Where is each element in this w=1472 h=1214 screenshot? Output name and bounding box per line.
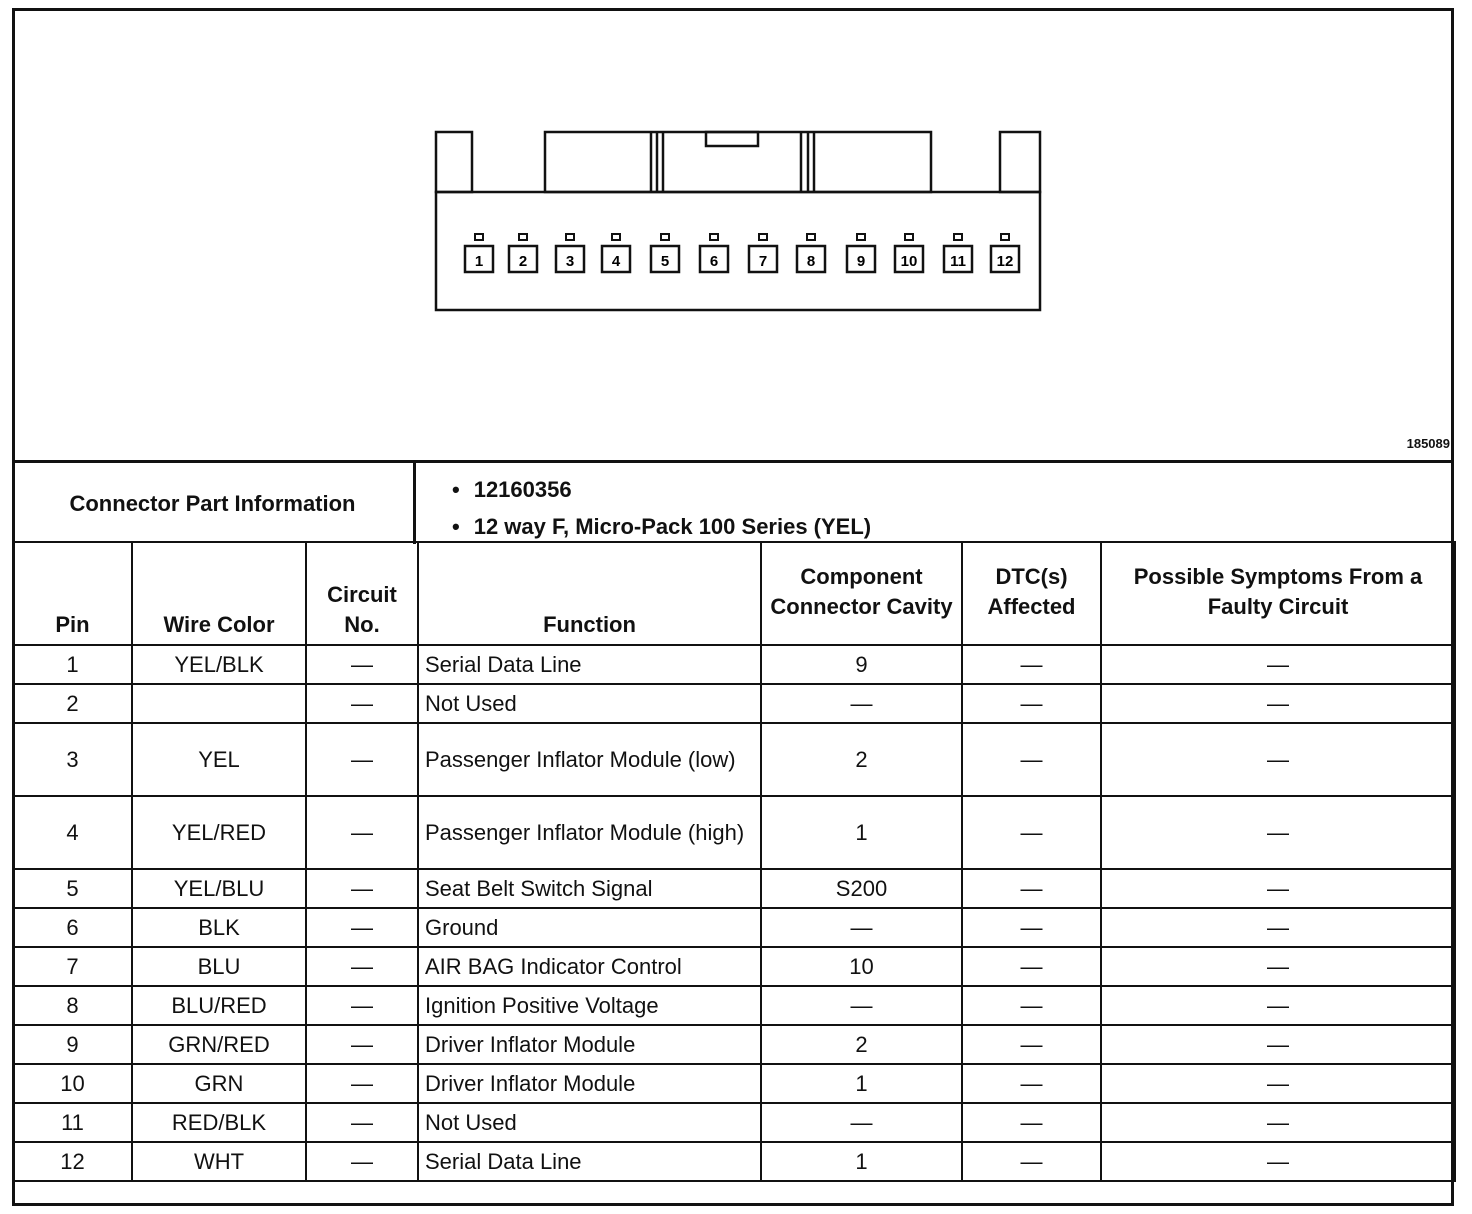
- cell-function: Serial Data Line: [418, 645, 761, 684]
- header-wire-color: Wire Color: [132, 542, 306, 645]
- pin-cavity: [700, 234, 728, 272]
- cell-dtc: —: [962, 947, 1101, 986]
- figure-id: 185089: [1406, 436, 1450, 451]
- header-pin: Pin: [13, 542, 132, 645]
- cell-cavity: —: [761, 684, 962, 723]
- table-row: [13, 908, 1455, 947]
- table-row: [13, 796, 1455, 869]
- part-number: • 12160356: [452, 471, 871, 508]
- cell-dtc: —: [962, 869, 1101, 908]
- cell-wire-color: RED/BLK: [132, 1103, 306, 1142]
- table-header-row: [13, 542, 1455, 645]
- pin-number: 6: [709, 253, 719, 270]
- header-dtc: DTC(s) Affected: [962, 542, 1101, 645]
- cell-wire-color: BLU/RED: [132, 986, 306, 1025]
- cell-dtc: —: [962, 1142, 1101, 1181]
- cell-cavity: 9: [761, 645, 962, 684]
- cell-pin: 6: [13, 908, 132, 947]
- header-component-cavity: Component Connector Cavity: [761, 542, 962, 645]
- cell-function: Driver Inflator Module: [418, 1025, 761, 1064]
- table-row: [13, 869, 1455, 908]
- pin-cavity: [509, 234, 537, 272]
- connector-diagram: [12, 8, 1454, 462]
- cell-cavity: 2: [761, 1025, 962, 1064]
- connector-part-information: [12, 460, 1454, 544]
- table-row: [13, 645, 1455, 684]
- cell-cavity: —: [761, 986, 962, 1025]
- cell-wire-color: YEL: [132, 723, 306, 796]
- cell-circuit-no: —: [306, 947, 418, 986]
- pin-number: 12: [996, 253, 1014, 270]
- cell-dtc: —: [962, 796, 1101, 869]
- cell-dtc: —: [962, 1064, 1101, 1103]
- cell-symptoms: —: [1101, 1103, 1455, 1142]
- cell-pin: 1: [13, 645, 132, 684]
- cell-dtc: —: [962, 908, 1101, 947]
- part-info-label: Connector Part Information: [12, 463, 416, 544]
- pin-cavity: [749, 234, 777, 272]
- cell-pin: 2: [13, 684, 132, 723]
- pin-number: 11: [950, 253, 966, 270]
- cell-dtc: —: [962, 684, 1101, 723]
- table-row: [13, 1142, 1455, 1181]
- cell-pin: 3: [13, 723, 132, 796]
- pin-number: 9: [856, 253, 866, 270]
- cell-pin: 4: [13, 796, 132, 869]
- cell-cavity: S200: [761, 869, 962, 908]
- table-body: [13, 645, 1455, 1181]
- cell-wire-color: GRN/RED: [132, 1025, 306, 1064]
- cell-wire-color: YEL/RED: [132, 796, 306, 869]
- cell-circuit-no: —: [306, 645, 418, 684]
- cell-pin: 5: [13, 869, 132, 908]
- pin-cavity: [944, 234, 972, 272]
- pin-cavity: [847, 234, 875, 272]
- pin-cavity: [602, 234, 630, 272]
- cell-wire-color: YEL/BLU: [132, 869, 306, 908]
- cell-symptoms: —: [1101, 869, 1455, 908]
- cell-cavity: 10: [761, 947, 962, 986]
- cell-cavity: —: [761, 908, 962, 947]
- cell-circuit-no: —: [306, 1025, 418, 1064]
- left-latch: [436, 132, 472, 192]
- cell-dtc: —: [962, 1103, 1101, 1142]
- pin-number: 10: [900, 253, 918, 270]
- cell-dtc: —: [962, 723, 1101, 796]
- cell-function: Driver Inflator Module: [418, 1064, 761, 1103]
- cell-symptoms: —: [1101, 986, 1455, 1025]
- table-row: [13, 1064, 1455, 1103]
- cell-symptoms: —: [1101, 1142, 1455, 1181]
- cell-circuit-no: —: [306, 1064, 418, 1103]
- cell-pin: 8: [13, 986, 132, 1025]
- cell-symptoms: —: [1101, 796, 1455, 869]
- cell-cavity: 1: [761, 796, 962, 869]
- cell-pin: 11: [13, 1103, 132, 1142]
- cell-dtc: —: [962, 645, 1101, 684]
- cell-function: AIR BAG Indicator Control: [418, 947, 761, 986]
- cell-symptoms: —: [1101, 1064, 1455, 1103]
- cell-symptoms: —: [1101, 947, 1455, 986]
- pin-number: 5: [660, 253, 670, 270]
- cell-symptoms: —: [1101, 645, 1455, 684]
- cell-circuit-no: —: [306, 1103, 418, 1142]
- cell-circuit-no: —: [306, 908, 418, 947]
- cell-symptoms: —: [1101, 908, 1455, 947]
- cell-circuit-no: —: [306, 1142, 418, 1181]
- pin-number: 3: [565, 253, 575, 270]
- pin-cavity: [465, 234, 493, 272]
- cell-symptoms: —: [1101, 1025, 1455, 1064]
- cell-pin: 9: [13, 1025, 132, 1064]
- header-symptoms: Possible Symptoms From a Faulty Circuit: [1101, 542, 1455, 645]
- cell-function: Ground: [418, 908, 761, 947]
- table-row: [13, 723, 1455, 796]
- pin-cavity: [651, 234, 679, 272]
- cell-pin: 7: [13, 947, 132, 986]
- cell-circuit-no: —: [306, 869, 418, 908]
- pin-number: 8: [806, 253, 816, 270]
- center-lock-housing: [545, 132, 931, 192]
- cell-symptoms: —: [1101, 723, 1455, 796]
- connector-description: • 12 way F, Micro-Pack 100 Series (YEL): [452, 508, 871, 545]
- pin-cavity: [797, 234, 825, 272]
- cell-wire-color: GRN: [132, 1064, 306, 1103]
- table-row: [13, 1025, 1455, 1064]
- cell-cavity: 1: [761, 1064, 962, 1103]
- cell-cavity: 2: [761, 723, 962, 796]
- pin-cavities: [465, 234, 1019, 272]
- lock-tab: [706, 132, 758, 146]
- pin-number: 2: [518, 253, 528, 270]
- cell-circuit-no: —: [306, 684, 418, 723]
- cell-circuit-no: —: [306, 796, 418, 869]
- pin-number: 7: [758, 253, 768, 270]
- cell-cavity: 1: [761, 1142, 962, 1181]
- cell-function: Passenger Inflator Module (high): [418, 796, 761, 869]
- table-row: [13, 684, 1455, 723]
- cell-pin: 10: [13, 1064, 132, 1103]
- table-row: [13, 947, 1455, 986]
- pin-cavity: [895, 234, 923, 272]
- header-function: Function: [418, 542, 761, 645]
- cell-function: Not Used: [418, 684, 761, 723]
- cell-dtc: —: [962, 986, 1101, 1025]
- cell-wire-color: WHT: [132, 1142, 306, 1181]
- part-info-list: [452, 471, 871, 545]
- cell-wire-color: BLU: [132, 947, 306, 986]
- header-circuit-no: Circuit No.: [306, 542, 418, 645]
- cell-symptoms: —: [1101, 684, 1455, 723]
- cell-function: Passenger Inflator Module (low): [418, 723, 761, 796]
- cell-circuit-no: —: [306, 723, 418, 796]
- connector-body: [436, 192, 1040, 310]
- cell-cavity: —: [761, 1103, 962, 1142]
- pin-number: 1: [474, 253, 484, 270]
- cell-circuit-no: —: [306, 986, 418, 1025]
- cell-wire-color: BLK: [132, 908, 306, 947]
- table-row: [13, 1103, 1455, 1142]
- cell-function: Serial Data Line: [418, 1142, 761, 1181]
- cell-function: Seat Belt Switch Signal: [418, 869, 761, 908]
- pin-cavity: [991, 234, 1019, 272]
- connector-face-drawing: [12, 8, 1454, 462]
- cell-function: Not Used: [418, 1103, 761, 1142]
- pin-cavity: [556, 234, 584, 272]
- cell-pin: 12: [13, 1142, 132, 1181]
- cell-wire-color: [132, 684, 306, 723]
- table-row: [13, 986, 1455, 1025]
- cell-function: Ignition Positive Voltage: [418, 986, 761, 1025]
- cell-dtc: —: [962, 1025, 1101, 1064]
- cell-wire-color: YEL/BLK: [132, 645, 306, 684]
- pin-number: 4: [611, 253, 621, 270]
- pinout-table: [12, 541, 1456, 1182]
- right-latch: [1000, 132, 1040, 192]
